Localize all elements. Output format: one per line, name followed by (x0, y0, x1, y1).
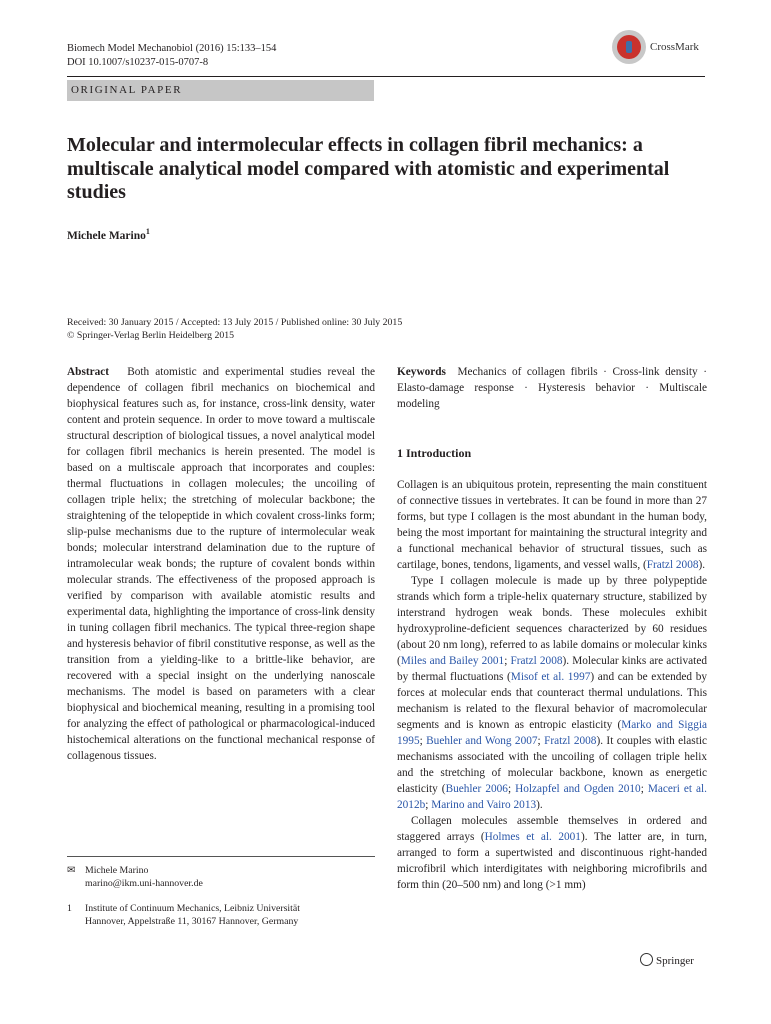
paper-title: Molecular and intermolecular effects in collagen fibril mechanics: a multiscale analytical model compared with atomistic and experimental studies (67, 134, 670, 203)
citation-link[interactable]: Maceri et al. 2012b (397, 783, 707, 811)
author-name: Michele Marino (67, 229, 146, 242)
doi[interactable]: DOI 10.1007/s10237-015-0707-8 (67, 57, 209, 68)
envelope-icon: ✉ (67, 865, 76, 876)
text-run: ; (507, 783, 516, 795)
crossmark-label: CrossMark (650, 41, 699, 53)
citation-link[interactable]: Fratzl 2008 (544, 735, 597, 747)
corresponding-author (67, 864, 203, 890)
text-run: ; (419, 735, 427, 747)
citation-link[interactable]: Fratzl 2008 (646, 559, 699, 571)
section-heading-introduction: 1 Introduction (397, 446, 472, 460)
footnote-divider (67, 856, 375, 857)
text-run: ; (537, 735, 545, 747)
author-affil-mark: 1 (145, 227, 150, 236)
citation-link[interactable]: Holmes et al. 2001 (484, 831, 581, 843)
keywords-text: Mechanics of collagen fibrils · Cross-link density · Elasto-damage response · Hysteresis behavior · Multiscale modeling (397, 366, 707, 410)
keywords (397, 364, 707, 412)
text-run: ; (504, 655, 511, 667)
contact-email[interactable]: marino@ikm.uni-hannover.de (85, 878, 203, 889)
dates-line: Received: 30 January 2015 / Accepted: 13 July 2015 / Published online: 30 July 2015 (67, 317, 403, 328)
journal-header (67, 42, 276, 70)
keywords-label: Keywords (397, 366, 446, 378)
contact-name: Michele Marino (85, 865, 149, 876)
crossmark-badge[interactable] (612, 30, 712, 70)
text-run: ; (640, 783, 648, 795)
intro-paragraph-1 (397, 477, 707, 573)
affiliation-line: Institute of Continuum Mechanics, Leibniz Universität (85, 903, 300, 914)
intro-paragraph-2 (397, 573, 707, 813)
journal-citation: Biomech Model Mechanobiol (2016) 15:133–154 (67, 43, 277, 54)
text-run: ). The latter are, in turn, arranged to form a supertwisted and discontinuous right-handed microfibril which interdigitates with neighboring microfibrils and form thin (20–500 nm) and long (>1 mm) (397, 831, 707, 891)
text-run: ). (698, 559, 706, 571)
publisher-name: Springer (656, 955, 694, 967)
citation-link[interactable]: Marino and Vairo 2013 (431, 799, 537, 811)
affiliation (67, 902, 300, 928)
copyright-line: © Springer-Verlag Berlin Heidelberg 2015 (67, 330, 235, 341)
intro-paragraph-3 (397, 813, 707, 893)
text-run: ). Molecular kinks are activated by thermal fluctuations ( (397, 655, 707, 683)
crossmark-icon (612, 30, 646, 64)
abstract-text: Both atomistic and experimental studies reveal the dependence of collagen fibril mechanics on biochemical and biophysical features such as, for instance, cross-link density, water content and protein sequence. In order to move toward a multiscale structural description of biological tissues, a novel analytical model for collagen fibril mechanics is herein presented. The model is based on a multiscale approach that incorporates and couples: thermal fluctuations in collagen molecules; the uncoiling of collagen triple helix; the stretching of molecular backbone; the straightening of the telopeptide in which covalent cross-links form; slip-pulse mechanisms due to the rupture of intermolecular weak bonds; molecular interstrand delamination due to the rupture of intramolecular weak bonds; the rupture of covalent bonds within molecular strands. The effectiveness of the proposed approach is verified by comparison with available atomistic results and experimental data, highlighting the importance of cross-link density in tuning collagen fibril mechanics. The typical three-region shape and hysteresis behavior of fibril constitutive response, as well as the transition from a yielding-like to a brittle-like behavior, are recovered with a special insight on the underlying nanoscale mechanisms. The model is based on parameters with a clear biophysical and biochemical meaning, resulting in a promising tool for analyzing the effect of pathological or pharmacological-induced histochemical alterations on the functional mechanical response of collagenous tissues. (67, 366, 375, 762)
text-run: Collagen molecules assemble themselves in ordered and staggered arrays ( (397, 815, 707, 843)
citation-link[interactable]: Buehler and Wong 2007 (426, 735, 538, 747)
springer-horse-icon (640, 953, 653, 966)
abstract (67, 364, 375, 764)
publisher-logo (640, 953, 694, 967)
affiliation-number: 1 (67, 903, 72, 914)
publication-dates (67, 316, 402, 342)
author (67, 227, 150, 242)
citation-link[interactable]: Holzapfel and Ogden 2010 (515, 783, 641, 795)
text-run: Type I collagen molecule is made up by three polypeptide strands which form a triple-helix quaternary structure, stabilized by interstrand hydrogen weak bonds. These molecules exhibit hydroxyproline-deficient sequences characterized by 60 residues (about 20 nm long), referred to as labile domains or molecular kinks ( (397, 575, 707, 667)
text-run: ; (425, 799, 432, 811)
article-type-label: ORIGINAL PAPER (71, 84, 183, 96)
header-divider (67, 76, 705, 77)
text-run: ). (536, 799, 543, 811)
citation-link[interactable]: Marko and Siggia 1995 (397, 719, 707, 747)
citation-link[interactable]: Fratzl 2008 (510, 655, 563, 667)
introduction-body (397, 477, 707, 893)
article-type-banner (67, 80, 374, 101)
abstract-label: Abstract (67, 366, 110, 378)
citation-link[interactable]: Miles and Bailey 2001 (400, 655, 505, 667)
citation-link[interactable]: Misof et al. 1997 (510, 671, 591, 683)
text-run: ). It couples with elastic mechanisms associated with the uncoiling of collagen triple helix and the stretching of molecular backbone, known as energetic elasticity ( (397, 735, 707, 795)
text-run: ) and can be extended by forces at molecular ends that counteract thermal undulations. This mechanism is related to the flexural behavior of macromolecular segments and is known as entropic elasticity ( (397, 671, 708, 731)
affiliation-address: Hannover, Appelstraße 11, 30167 Hannover, Germany (85, 916, 299, 927)
text-run: Collagen is an ubiquitous protein, representing the main constituent of connective tissues in vertebrates. It can be found in more than 27 forms, but type I collagen is the most abundant in the human body, being the most important for maintaining the structural integrity and a functional mechanical behavior of structural tissues, such as cartilage, bones, tendons, ligaments, and vessel walls, ( (397, 479, 707, 571)
citation-link[interactable]: Buehler 2006 (445, 783, 508, 795)
